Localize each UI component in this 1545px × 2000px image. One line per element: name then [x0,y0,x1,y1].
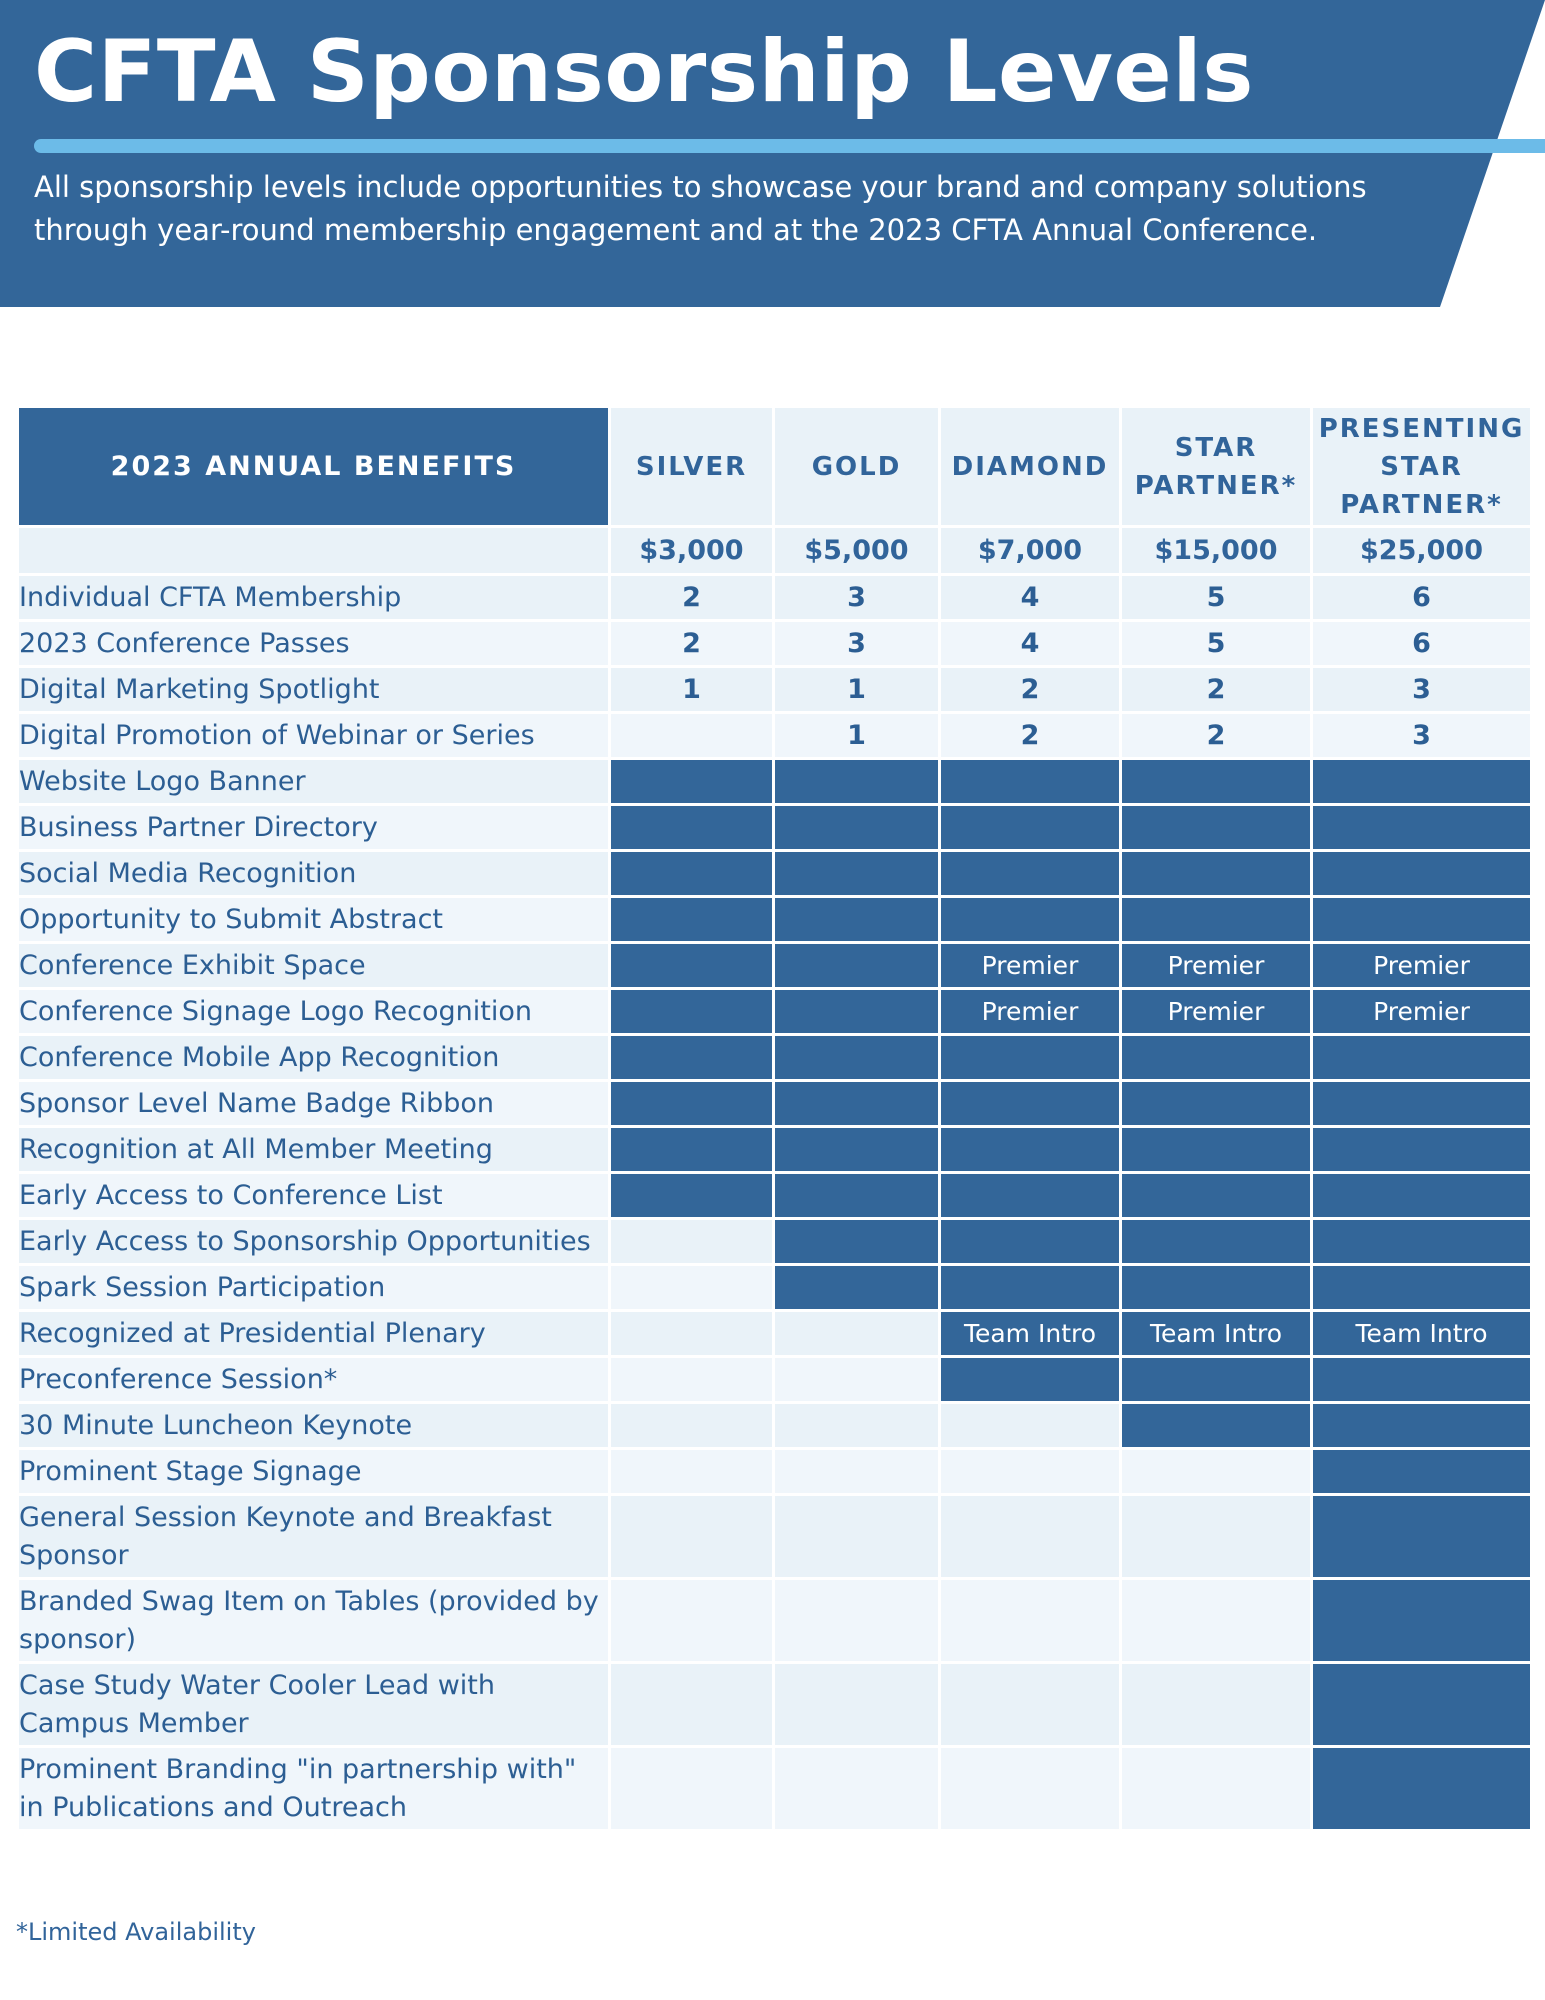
included-cell [940,1127,1121,1173]
table-row [18,1403,1532,1449]
benefit-name: 30 Minute Luncheon Keynote [18,1403,610,1449]
benefit-name: Social Media Recognition [18,851,610,897]
benefit-name: Opportunity to Submit Abstract [18,897,610,943]
included-cell [940,805,1121,851]
price-presenting-star-partner: $25,000 [1312,527,1532,575]
included-cell-label: Premier [1121,989,1312,1035]
table-row [18,713,1532,759]
included-cell-label: Premier [940,989,1121,1035]
included-cell-label: Team Intro [940,1311,1121,1357]
included-cell [774,943,940,989]
table-row [18,621,1532,667]
benefit-name: Prominent Stage Signage [18,1449,610,1495]
included-cell [1312,1495,1532,1579]
intro-text: All sponsorship levels include opportunities to showcase your brand and company solutions through year-round membership engagement and at the 2023 CFTA Annual Conference. [34,170,1367,247]
empty-cell [610,1265,774,1311]
benefit-name: General Session Keynote and Breakfast Sponsor [18,1495,610,1579]
empty-cell [610,1311,774,1357]
level-header-silver: SILVER [610,407,774,527]
table-row [18,1035,1532,1081]
included-cell [1312,759,1532,805]
included-cell [610,989,774,1035]
included-cell [1121,1127,1312,1173]
included-cell [940,851,1121,897]
included-cell [774,805,940,851]
table-row [18,1449,1532,1495]
benefit-name: Early Access to Conference List [18,1173,610,1219]
included-cell [774,759,940,805]
count-cell: 2 [940,713,1121,759]
included-cell [1121,1357,1312,1403]
benefit-name: Sponsor Level Name Badge Ribbon [18,1081,610,1127]
count-cell: 2 [940,667,1121,713]
count-cell: 5 [1121,575,1312,621]
included-cell [610,851,774,897]
included-cell [774,1265,940,1311]
included-cell [1312,1173,1532,1219]
included-cell-label: Premier [1312,989,1532,1035]
included-cell [1121,897,1312,943]
accent-line [34,139,1545,153]
empty-cell [1121,1579,1312,1663]
count-cell: 2 [1121,713,1312,759]
included-cell [774,1127,940,1173]
included-cell [940,1357,1121,1403]
table-row [18,575,1532,621]
empty-cell [940,1663,1121,1747]
included-cell [774,1035,940,1081]
included-cell [1121,759,1312,805]
included-cell [1121,851,1312,897]
table-row [18,943,1532,989]
count-cell: 4 [940,575,1121,621]
included-cell-label: Premier [1121,943,1312,989]
included-cell [610,897,774,943]
included-cell [1312,1081,1532,1127]
benefit-name: Early Access to Sponsorship Opportunities [18,1219,610,1265]
included-cell [1121,805,1312,851]
table-row [18,1357,1532,1403]
empty-cell [774,1357,940,1403]
empty-cell [610,1219,774,1265]
table-row [18,1663,1532,1747]
included-cell-label: Premier [1312,943,1532,989]
included-cell [610,1035,774,1081]
benefit-name: Preconference Session* [18,1357,610,1403]
table-row [18,1747,1532,1831]
empty-cell [774,1495,940,1579]
benefit-name: Spark Session Participation [18,1265,610,1311]
included-cell [1121,1081,1312,1127]
included-cell [1121,1403,1312,1449]
included-cell [1312,1127,1532,1173]
included-cell [940,759,1121,805]
empty-cell [774,1403,940,1449]
included-cell [774,989,940,1035]
included-cell [940,1035,1121,1081]
table-body [18,575,1532,1831]
benefit-name: Digital Promotion of Webinar or Series [18,713,610,759]
included-cell [1312,1403,1532,1449]
empty-cell [940,1449,1121,1495]
empty-cell [1121,1495,1312,1579]
price-row [18,527,1532,575]
empty-cell [610,1357,774,1403]
empty-cell [774,1311,940,1357]
count-cell: 3 [774,575,940,621]
benefit-name: 2023 Conference Passes [18,621,610,667]
included-cell [1312,1035,1532,1081]
benefit-name: Individual CFTA Membership [18,575,610,621]
benefit-name: Case Study Water Cooler Lead with Campus Member [18,1663,610,1747]
included-cell [1312,851,1532,897]
included-cell [610,943,774,989]
table-row [18,1219,1532,1265]
benefits-column-header: 2023 ANNUAL BENEFITS [18,407,610,527]
count-cell: 6 [1312,575,1532,621]
included-cell [774,1081,940,1127]
empty-cell [610,1663,774,1747]
table-row [18,1265,1532,1311]
included-cell [1121,1173,1312,1219]
included-cell [1312,1219,1532,1265]
table-row [18,897,1532,943]
table-row [18,759,1532,805]
footnote: *Limited Availability [16,1918,256,1946]
included-cell-label: Team Intro [1121,1311,1312,1357]
included-cell [1121,1265,1312,1311]
empty-cell [940,1495,1121,1579]
included-cell [1312,897,1532,943]
level-header-presenting-star-partner: PRESENTING STAR PARTNER* [1312,407,1532,527]
benefit-name: Prominent Branding "in partnership with" in Publications and Outreach [18,1747,610,1831]
empty-cell [1121,1747,1312,1831]
included-cell [1312,1747,1532,1831]
included-cell [1121,1035,1312,1081]
table-row [18,1311,1532,1357]
page-title: CFTA Sponsorship Levels [34,22,1254,122]
table-row [18,989,1532,1035]
empty-cell [774,1449,940,1495]
table-row [18,667,1532,713]
count-cell: 5 [1121,621,1312,667]
included-cell [610,805,774,851]
benefit-name: Website Logo Banner [18,759,610,805]
included-cell [1312,1449,1532,1495]
included-cell [1312,1265,1532,1311]
empty-cell [774,1579,940,1663]
price-silver: $3,000 [610,527,774,575]
count-cell: 3 [1312,713,1532,759]
count-cell: 2 [1121,667,1312,713]
price-row-blank [18,527,610,575]
empty-cell [774,1663,940,1747]
included-cell [610,759,774,805]
empty-cell [610,1579,774,1663]
included-cell [940,897,1121,943]
included-cell [774,897,940,943]
table-row [18,1173,1532,1219]
included-cell [1312,805,1532,851]
included-cell [1312,1357,1532,1403]
empty-cell [940,1579,1121,1663]
table-row [18,1495,1532,1579]
included-cell [940,1219,1121,1265]
included-cell [940,1173,1121,1219]
benefit-name: Recognized at Presidential Plenary [18,1311,610,1357]
benefit-name: Business Partner Directory [18,805,610,851]
count-cell: 1 [774,667,940,713]
empty-cell [774,1747,940,1831]
table-row [18,1579,1532,1663]
count-cell: 3 [774,621,940,667]
count-cell: 6 [1312,621,1532,667]
benefit-name: Branded Swag Item on Tables (provided by sponsor) [18,1579,610,1663]
empty-cell [610,1495,774,1579]
included-cell-label: Premier [940,943,1121,989]
table-row [18,1081,1532,1127]
count-cell: 2 [610,621,774,667]
level-header-star-partner: STAR PARTNER* [1121,407,1312,527]
empty-cell [1121,1449,1312,1495]
empty-cell [610,1449,774,1495]
level-header-diamond: DIAMOND [940,407,1121,527]
included-cell [940,1265,1121,1311]
included-cell [610,1081,774,1127]
price-star-partner: $15,000 [1121,527,1312,575]
level-header-gold: GOLD [774,407,940,527]
empty-cell [610,1747,774,1831]
empty-cell [940,1747,1121,1831]
empty-cell [940,1403,1121,1449]
included-cell [1121,1219,1312,1265]
empty-cell [610,1403,774,1449]
table-row [18,805,1532,851]
count-cell: 1 [774,713,940,759]
count-cell: 4 [940,621,1121,667]
benefit-name: Conference Signage Logo Recognition [18,989,610,1035]
included-cell [1312,1663,1532,1747]
included-cell [610,1173,774,1219]
included-cell-label: Team Intro [1312,1311,1532,1357]
included-cell [610,1127,774,1173]
table-row [18,1127,1532,1173]
benefit-name: Conference Exhibit Space [18,943,610,989]
benefits-table [16,405,1533,1832]
included-cell [774,1173,940,1219]
price-gold: $5,000 [774,527,940,575]
benefit-name: Digital Marketing Spotlight [18,667,610,713]
included-cell [1312,1579,1532,1663]
table-header-row [18,407,1532,527]
empty-cell [1121,1663,1312,1747]
empty-cell [610,713,774,759]
benefit-name: Conference Mobile App Recognition [18,1035,610,1081]
included-cell [940,1081,1121,1127]
benefit-name: Recognition at All Member Meeting [18,1127,610,1173]
count-cell: 3 [1312,667,1532,713]
included-cell [774,1219,940,1265]
table-row [18,851,1532,897]
price-diamond: $7,000 [940,527,1121,575]
count-cell: 2 [610,575,774,621]
count-cell: 1 [610,667,774,713]
included-cell [774,851,940,897]
